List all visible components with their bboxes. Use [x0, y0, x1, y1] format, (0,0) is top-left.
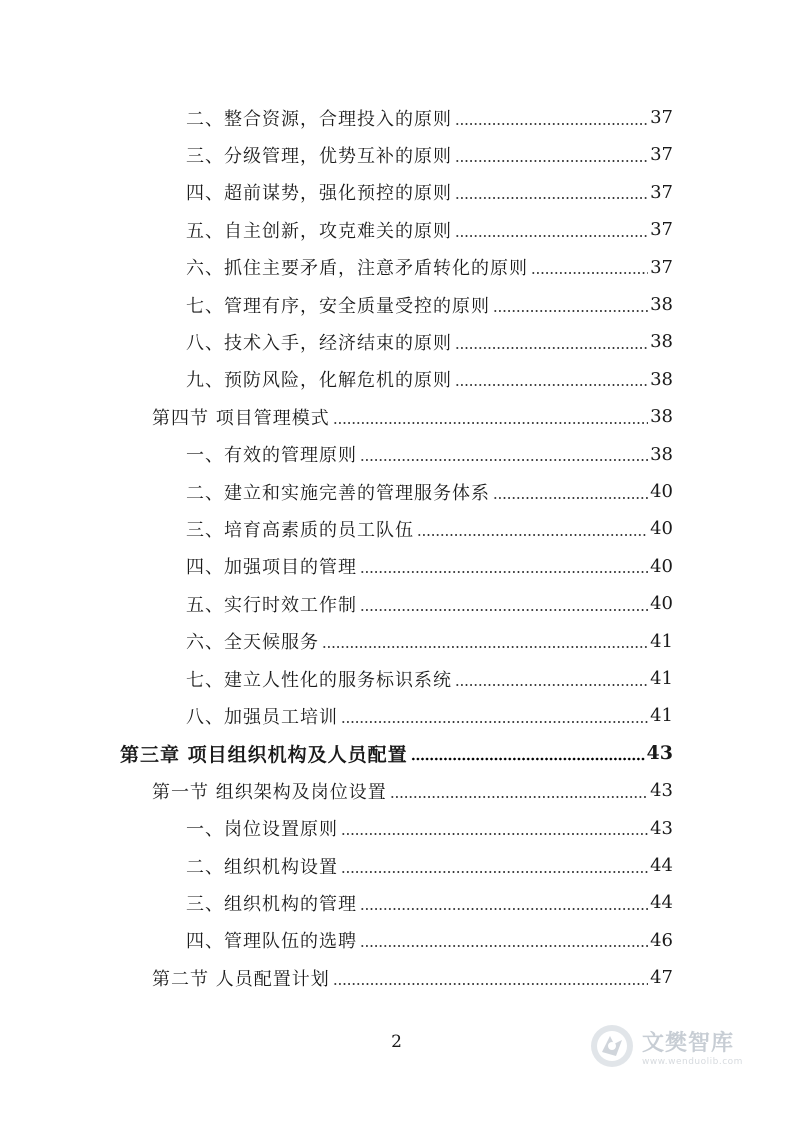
toc-entry-title: 四、管理队伍的选聘 — [186, 931, 357, 953]
toc-entry-page: 37 — [650, 256, 673, 278]
watermark-url: www.wenduolib.com — [642, 1056, 743, 1067]
toc-entry-title: 第三章 项目组织机构及人员配置 — [120, 743, 408, 766]
dot-leader — [455, 146, 648, 164]
toc-entry-page: 40 — [650, 555, 673, 577]
toc-entry-title: 六、抓住主要矛盾，注意矛盾转化的原则 — [186, 258, 528, 280]
toc-entry[interactable] — [186, 211, 673, 248]
dot-leader — [455, 670, 648, 688]
toc-entry-title: 二、组织机构设置 — [186, 856, 338, 878]
toc-entry-page: 43 — [650, 780, 673, 802]
toc-entry[interactable] — [186, 884, 673, 921]
toc-entry-page: 46 — [650, 929, 673, 951]
toc-entry-page: 41 — [650, 630, 673, 652]
toc-entry-page: 44 — [650, 855, 673, 876]
toc-entry-page: 40 — [650, 481, 673, 502]
toc-entry-title: 二、整合资源，合理投入的原则 — [186, 108, 452, 130]
dot-leader — [493, 296, 648, 314]
toc-entry-title: 第四节 项目管理模式 — [152, 407, 330, 429]
toc-entry[interactable] — [186, 922, 673, 959]
dot-leader — [531, 258, 648, 276]
toc-entry-title: 一、有效的管理原则 — [186, 445, 357, 467]
dot-leader — [360, 894, 648, 912]
dot-leader — [455, 183, 648, 201]
dot-leader — [333, 408, 648, 426]
toc-entry-title: 四、超前谋势，强化预控的原则 — [186, 183, 452, 205]
toc-entry[interactable] — [186, 99, 673, 136]
toc-entry[interactable] — [152, 398, 673, 435]
toc-entry-page: 37 — [650, 219, 673, 241]
watermark — [588, 1018, 758, 1074]
dot-leader — [455, 109, 648, 127]
page-number: 2 — [391, 1032, 402, 1052]
toc-entry-title: 五、自主创新，攻克难关的原则 — [186, 220, 452, 242]
toc-entry-title: 一、岗位设置原则 — [186, 819, 338, 841]
toc-entry-page: 38 — [650, 406, 673, 428]
toc-entry[interactable] — [186, 136, 673, 173]
dot-leader — [341, 707, 648, 725]
watermark-title: 文樊智库 — [642, 1030, 735, 1056]
toc-entry-page: 40 — [650, 518, 673, 540]
toc-entry[interactable] — [186, 585, 673, 622]
toc-entry[interactable] — [186, 810, 673, 847]
toc-entry[interactable] — [186, 286, 673, 323]
toc-entry[interactable] — [152, 959, 673, 996]
dot-leader — [455, 333, 648, 351]
dot-leader — [333, 969, 648, 987]
toc-entry-page: 38 — [650, 294, 673, 315]
toc-entry[interactable] — [186, 323, 673, 360]
dot-leader — [322, 632, 648, 650]
toc-entry-title: 八、加强员工培训 — [186, 706, 338, 728]
toc-entry-page: 38 — [650, 368, 673, 390]
toc-entry-title: 七、管理有序，安全质量受控的原则 — [186, 295, 490, 317]
dot-leader — [360, 931, 648, 949]
dot-leader — [455, 370, 648, 388]
toc-entry[interactable] — [152, 772, 673, 809]
toc-entry-title: 三、组织机构的管理 — [186, 893, 357, 915]
dot-leader — [417, 520, 648, 538]
toc-entry[interactable] — [186, 660, 673, 697]
toc-entry-page: 40 — [650, 593, 673, 615]
toc-entry-page: 43 — [646, 742, 673, 765]
dot-leader — [341, 819, 648, 837]
dot-leader — [360, 445, 648, 463]
toc-entry-title: 三、分级管理，优势互补的原则 — [186, 145, 452, 167]
toc-entry-page: 38 — [650, 443, 673, 465]
toc-entry-title: 六、全天候服务 — [186, 632, 319, 654]
toc-entry[interactable] — [186, 249, 673, 286]
toc-entry-title: 第一节 组织架构及岗位设置 — [152, 781, 387, 803]
toc-entry-title: 四、加强项目的管理 — [186, 557, 357, 579]
toc-entry-title: 七、建立人性化的服务标识系统 — [186, 669, 452, 691]
dot-leader — [341, 857, 648, 875]
toc-entry-page: 43 — [650, 817, 673, 839]
toc-entry[interactable] — [186, 473, 673, 510]
toc-entry-title: 第二节 人员配置计划 — [152, 968, 330, 990]
toc-entry-page: 37 — [650, 181, 673, 203]
toc-entry[interactable] — [186, 548, 673, 585]
toc-entry[interactable] — [186, 510, 673, 547]
watermark-logo-icon — [588, 1022, 636, 1070]
dot-leader — [390, 782, 648, 800]
dot-leader — [411, 744, 645, 762]
toc-entry-title: 五、实行时效工作制 — [186, 594, 357, 616]
toc-entry-title: 九、预防风险，化解危机的原则 — [186, 370, 452, 392]
toc-entry-page: 37 — [650, 144, 673, 166]
toc-entry[interactable] — [186, 697, 673, 734]
toc-entry[interactable] — [186, 623, 673, 660]
dot-leader — [360, 595, 648, 613]
toc-entry-title: 三、培育高素质的员工队伍 — [186, 519, 414, 541]
toc-entry-title: 八、技术入手，经济结束的原则 — [186, 332, 452, 354]
toc-entry-page: 41 — [650, 668, 673, 689]
toc-chapter-entry[interactable] — [120, 735, 673, 772]
toc-entry[interactable] — [186, 436, 673, 473]
toc-entry-page: 44 — [650, 892, 673, 914]
toc-entry[interactable] — [186, 174, 673, 211]
toc-entry-page: 38 — [650, 331, 673, 353]
toc-entry-page: 47 — [650, 967, 673, 989]
toc-entry[interactable] — [186, 847, 673, 884]
toc-entry[interactable] — [186, 361, 673, 398]
toc-entry-page: 37 — [650, 107, 673, 128]
toc-entry-title: 二、建立和实施完善的管理服务体系 — [186, 482, 490, 504]
toc-entry-page: 41 — [650, 705, 673, 727]
dot-leader — [455, 221, 648, 239]
dot-leader — [493, 483, 648, 501]
dot-leader — [360, 557, 648, 575]
